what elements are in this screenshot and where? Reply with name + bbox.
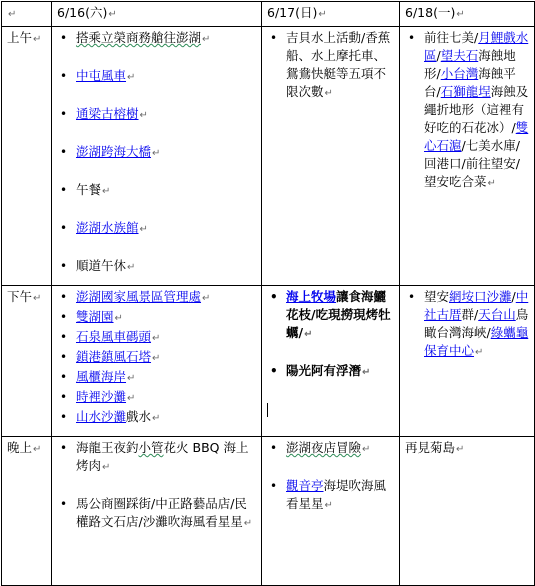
paragraph-mark: ↵ bbox=[102, 186, 111, 197]
paragraph-mark: ↵ bbox=[475, 347, 484, 358]
link-green-turtle-center[interactable]: 綠蠵龜保育中心 bbox=[424, 325, 529, 358]
link-shili-beach[interactable]: 時裡沙灘 bbox=[76, 389, 127, 404]
paragraph-mark: ↵ bbox=[8, 9, 17, 20]
bullet-icon: • bbox=[60, 310, 68, 324]
bullet-icon: • bbox=[270, 31, 278, 45]
list-item bbox=[57, 368, 257, 388]
link-twin-lake-garden[interactable]: 雙湖園 bbox=[76, 309, 114, 324]
header-row bbox=[2, 2, 535, 27]
spacer bbox=[57, 49, 257, 67]
item-text: 午餐 bbox=[76, 182, 102, 197]
morning-0617-list bbox=[267, 29, 395, 103]
spacer bbox=[267, 382, 395, 400]
list-item bbox=[267, 477, 395, 515]
item-text: 馬公商圈踩街/中正路藝品店/民權路文石店/沙灘吹海風看星星 bbox=[76, 496, 247, 529]
list-item bbox=[57, 348, 257, 368]
paragraph-mark: ↵ bbox=[102, 462, 111, 473]
paragraph-mark: ↵ bbox=[127, 393, 136, 404]
paragraph-mark: ↵ bbox=[456, 444, 465, 455]
spacer bbox=[57, 125, 257, 143]
link-shiquan-windmill-pier[interactable]: 石泉風車碼頭 bbox=[76, 329, 152, 344]
spacer bbox=[57, 201, 257, 219]
paragraph-mark: ↵ bbox=[33, 34, 42, 45]
paragraph-mark: ↵ bbox=[127, 72, 136, 83]
bullet-icon: • bbox=[60, 69, 68, 83]
evening-row bbox=[2, 437, 535, 586]
paragraph-mark: ↵ bbox=[362, 444, 371, 455]
link-shishi-longcheng[interactable]: 石獅龍埕 bbox=[440, 84, 491, 99]
list-item bbox=[267, 439, 395, 459]
item-text: 順道午休 bbox=[76, 258, 127, 273]
list-item bbox=[57, 408, 257, 428]
morning-0618-list bbox=[405, 29, 530, 193]
item-text: 搭乘立榮商務艙往澎湖 bbox=[76, 30, 202, 45]
link-fenggui-coast[interactable]: 風櫃海岸 bbox=[76, 369, 127, 384]
item-text: 海蝕地形/ bbox=[424, 48, 516, 81]
paragraph-mark: ↵ bbox=[324, 88, 333, 99]
item-text: 再見菊島 bbox=[405, 440, 456, 455]
afternoon-row bbox=[2, 286, 535, 437]
bullet-icon: • bbox=[60, 370, 68, 384]
link-shanshui-beach[interactable]: 山水沙灘 bbox=[76, 409, 127, 424]
item-text: 海堤吹海風看星星 bbox=[286, 478, 387, 511]
spacer bbox=[267, 459, 395, 477]
evening-0618-cell[interactable] bbox=[400, 437, 535, 586]
bullet-icon: • bbox=[60, 390, 68, 404]
item-text: / bbox=[511, 289, 516, 304]
list-item bbox=[57, 67, 257, 87]
paragraph-mark: ↵ bbox=[202, 34, 211, 45]
paragraph-mark: ↵ bbox=[487, 178, 496, 189]
header-date-0617: 6/17(日) bbox=[267, 5, 318, 20]
morning-0616-list bbox=[57, 29, 257, 277]
header-cell-0618[interactable] bbox=[400, 2, 535, 27]
bullet-icon: • bbox=[60, 410, 68, 424]
list-item bbox=[405, 29, 530, 193]
item-text: 群/ bbox=[461, 307, 479, 322]
list-item bbox=[267, 362, 395, 382]
paragraph-mark: ↵ bbox=[304, 329, 313, 340]
list-item bbox=[57, 219, 257, 239]
paragraph-mark: ↵ bbox=[456, 9, 465, 20]
list-item bbox=[57, 388, 257, 408]
row-label-cell-morning[interactable] bbox=[2, 27, 52, 286]
item-text: 小管 bbox=[138, 440, 164, 455]
list-item bbox=[57, 439, 257, 477]
morning-0618-cell[interactable] bbox=[400, 27, 535, 286]
bullet-icon: • bbox=[408, 290, 416, 304]
bullet-icon: • bbox=[270, 479, 278, 493]
list-item bbox=[405, 288, 530, 362]
afternoon-0616-list bbox=[57, 288, 257, 428]
link-suogang-pagoda[interactable]: 鎖港鎮風石塔 bbox=[76, 349, 152, 364]
list-item bbox=[57, 181, 257, 201]
bullet-icon: • bbox=[60, 145, 68, 159]
list-item bbox=[57, 495, 257, 533]
afternoon-0617-cell[interactable] bbox=[262, 286, 400, 437]
link-national-scenic-office[interactable]: 澎湖國家風景區管理處 bbox=[76, 289, 202, 304]
link-penghu-bridge[interactable]: 澎湖跨海大橋 bbox=[76, 144, 152, 159]
list-item bbox=[57, 328, 257, 348]
itinerary-table bbox=[1, 1, 535, 586]
header-corner-cell[interactable] bbox=[2, 2, 52, 27]
bullet-icon: • bbox=[60, 259, 68, 273]
paragraph-mark: ↵ bbox=[139, 110, 148, 121]
paragraph-mark: ↵ bbox=[152, 413, 161, 424]
link-moon-carp-area[interactable]: 月鯉戲水區 bbox=[424, 30, 529, 63]
paragraph-mark: ↵ bbox=[33, 293, 42, 304]
evening-0617-cell[interactable] bbox=[262, 437, 400, 586]
item-text: 海蝕及繩折地形（這裡有好吃的石花冰）/ bbox=[424, 84, 529, 135]
row-label-cell-afternoon[interactable] bbox=[2, 286, 52, 437]
bullet-icon: • bbox=[60, 330, 68, 344]
row-label-morning: 上午 bbox=[7, 30, 33, 45]
bullet-icon: • bbox=[60, 107, 68, 121]
list-item bbox=[57, 257, 257, 277]
morning-0617-cell[interactable] bbox=[262, 27, 400, 286]
bullet-icon: • bbox=[270, 441, 278, 455]
link-wanggankou-beach[interactable]: 網垵口沙灘 bbox=[449, 289, 512, 304]
item-text: 海龍王夜釣 bbox=[76, 440, 139, 455]
list-item bbox=[57, 105, 257, 125]
paragraph-mark: ↵ bbox=[243, 518, 253, 529]
bullet-icon: • bbox=[408, 31, 416, 45]
paragraph-mark: ↵ bbox=[152, 148, 161, 159]
paragraph-mark: ↵ bbox=[152, 333, 161, 344]
bullet-icon: • bbox=[60, 350, 68, 364]
row-label-evening: 晚上 bbox=[7, 440, 33, 455]
paragraph-mark: ↵ bbox=[108, 9, 117, 20]
link-guanyin-pavilion[interactable]: 觀音亭 bbox=[286, 478, 324, 493]
list-item bbox=[57, 143, 257, 163]
afternoon-0617-list bbox=[267, 288, 395, 418]
bullet-icon: • bbox=[270, 364, 278, 378]
bullet-icon: • bbox=[60, 441, 68, 455]
paragraph-mark: ↵ bbox=[114, 313, 123, 324]
link-tiantai-mountain[interactable]: 天台山 bbox=[478, 307, 516, 322]
evening-0617-list bbox=[267, 439, 395, 515]
item-text: /七美水庫/回港口/前往望安/望安吃合菜 bbox=[424, 138, 520, 189]
spacer bbox=[57, 87, 257, 105]
evening-0616-cell[interactable] bbox=[52, 437, 262, 586]
paragraph-mark: ↵ bbox=[33, 444, 42, 455]
item-text: 澎湖夜店冒險 bbox=[286, 440, 362, 455]
link-tongliang-banyan[interactable]: 通梁古榕樹 bbox=[76, 106, 139, 121]
paragraph-mark: ↵ bbox=[202, 293, 211, 304]
bullet-icon: • bbox=[60, 31, 68, 45]
list-item bbox=[57, 29, 257, 49]
text-cursor bbox=[267, 400, 395, 418]
link-little-taiwan[interactable]: 小台灣 bbox=[440, 66, 479, 81]
bullet-icon: • bbox=[60, 183, 68, 197]
link-twin-hearts-weir[interactable]: 雙心石滬 bbox=[424, 120, 529, 153]
link-wangfu-rock[interactable]: 望夫石 bbox=[440, 48, 479, 63]
item-text: 鳥瞰台灣海峽/ bbox=[424, 307, 529, 340]
morning-0616-cell[interactable] bbox=[52, 27, 262, 286]
spacer bbox=[57, 239, 257, 257]
spacer bbox=[267, 344, 395, 362]
header-date-0618: 6/18(一) bbox=[405, 5, 456, 20]
paragraph-mark: ↵ bbox=[127, 262, 136, 273]
paragraph-mark: ↵ bbox=[318, 9, 327, 20]
item-text: 吉貝水上活動/香蕉船、水上摩托車、鴛鴦快艇等五項不限次數 bbox=[286, 30, 391, 99]
spacer bbox=[57, 163, 257, 181]
row-label-cell-evening[interactable] bbox=[2, 437, 52, 586]
paragraph-mark: ↵ bbox=[139, 224, 148, 235]
list-item bbox=[57, 288, 257, 308]
row-label-afternoon: 下午 bbox=[7, 289, 33, 304]
paragraph-mark: ↵ bbox=[152, 353, 161, 364]
afternoon-0618-list bbox=[405, 288, 530, 362]
afternoon-0616-cell[interactable] bbox=[52, 286, 262, 437]
header-cell-0617[interactable] bbox=[262, 2, 400, 27]
item-text: 讓食海鱺花枝/吃現撈現烤牡蠣/ bbox=[286, 289, 391, 340]
item-text: 花火 BBQ 海上烤肉 bbox=[76, 440, 249, 473]
bullet-icon: • bbox=[60, 497, 68, 511]
bullet-icon: • bbox=[60, 290, 68, 304]
list-item bbox=[267, 288, 395, 344]
header-cell-0616[interactable] bbox=[52, 2, 262, 27]
list-item bbox=[57, 308, 257, 328]
afternoon-0618-cell[interactable] bbox=[400, 286, 535, 437]
item-text: / bbox=[436, 48, 441, 63]
text-cursor-icon bbox=[267, 403, 268, 417]
list-item bbox=[267, 29, 395, 103]
evening-0616-list bbox=[57, 439, 257, 533]
morning-row bbox=[2, 27, 535, 286]
item-text: 望安 bbox=[424, 289, 450, 304]
bullet-icon: • bbox=[60, 221, 68, 235]
item-text: 海蝕平台/ bbox=[424, 66, 516, 99]
link-sea-ranch[interactable]: 海上牧場 bbox=[286, 289, 337, 304]
item-text: 戲水 bbox=[126, 409, 152, 424]
link-penghu-aquarium[interactable]: 澎湖水族館 bbox=[76, 220, 139, 235]
paragraph-mark: ↵ bbox=[324, 500, 333, 511]
spacer bbox=[57, 477, 257, 495]
item-text: 陽光阿有浮潛 bbox=[286, 363, 362, 378]
link-zhongshe-old-houses[interactable]: 中社古厝 bbox=[424, 289, 529, 322]
paragraph-mark: ↵ bbox=[362, 367, 371, 378]
bullet-icon: • bbox=[270, 290, 278, 304]
link-zhongtun-windmill[interactable]: 中屯風車 bbox=[76, 68, 127, 83]
header-date-0616: 6/16(六) bbox=[57, 5, 108, 20]
item-text: 前往七美/ bbox=[424, 30, 479, 45]
paragraph-mark: ↵ bbox=[127, 373, 136, 384]
